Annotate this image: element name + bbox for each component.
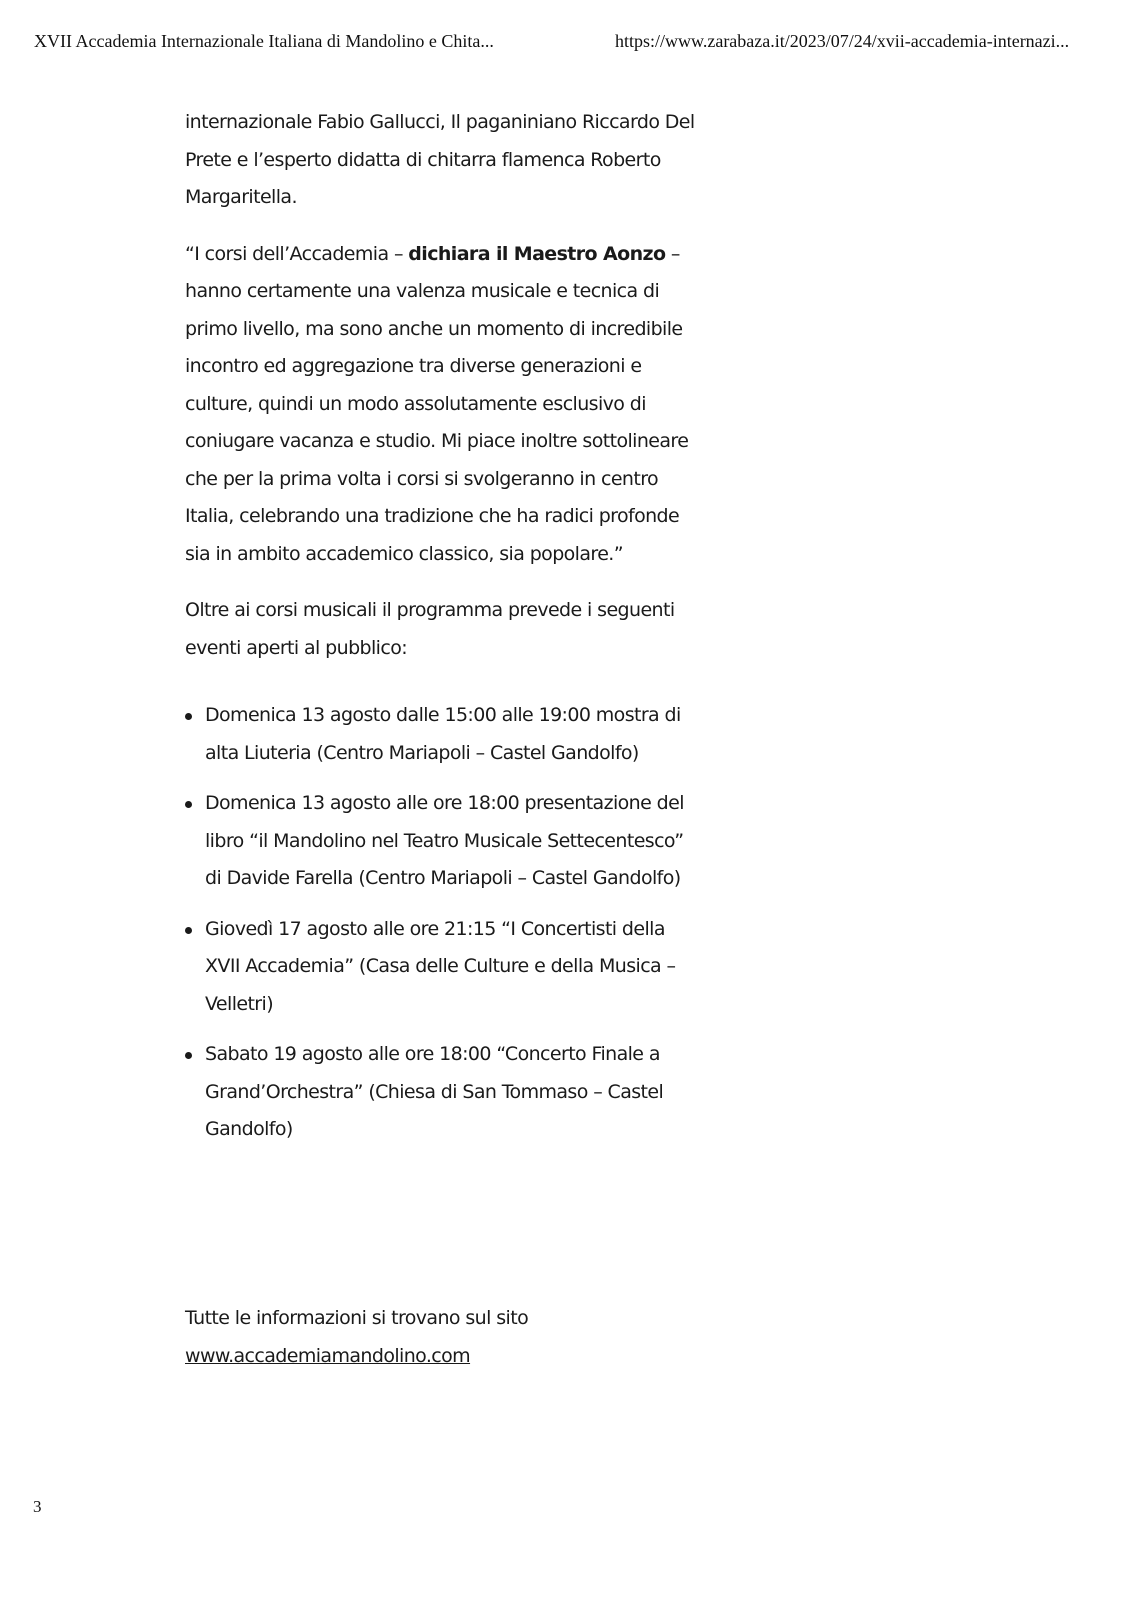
text-line: Italia, celebrando una tradizione che ha radici profonde: [185, 505, 680, 527]
info-paragraph: [185, 1300, 745, 1375]
page-header-title: XVII Accademia Internazionale Italiana di Mandolino e Chita...: [34, 31, 494, 51]
paragraph-teachers: [185, 104, 745, 217]
bullet-icon: [185, 1052, 192, 1059]
bullet-icon: [185, 927, 192, 934]
text-line: internazionale Fabio Gallucci, Il paganiniano Riccardo Del: [185, 111, 695, 133]
event-item: [185, 697, 745, 772]
article-body: [185, 104, 745, 1162]
text-line: Domenica 13 agosto dalle 15:00 alle 19:00 mostra di: [205, 704, 681, 726]
text-line: Domenica 13 agosto alle ore 18:00 presentazione del: [205, 792, 684, 814]
page-header-url: https://www.zarabaza.it/2023/07/24/xvii-accademia-internazi...: [615, 31, 1070, 51]
paragraph-quote: [185, 236, 745, 574]
paragraph-intro: [185, 592, 745, 667]
quote-dash: –: [665, 242, 680, 265]
info-text: Tutte le informazioni si trovano sul sito: [185, 1307, 529, 1329]
page-number: 3: [33, 1497, 42, 1516]
text-line: incontro ed aggregazione tra diverse generazioni e: [185, 355, 642, 377]
event-item: [185, 911, 745, 1024]
text-line: Velletri): [205, 992, 274, 1015]
text-line: XVII Accademia” (Casa delle Culture e della Musica –: [205, 955, 676, 977]
website-link[interactable]: www.accademiamandolino.com: [185, 1344, 471, 1367]
text-line: eventi aperti al pubblico:: [185, 636, 408, 659]
text-line: Oltre ai corsi musicali il programma prevede i seguenti: [185, 599, 675, 621]
text-line: di Davide Farella (Centro Mariapoli – Castel Gandolfo): [205, 867, 681, 889]
event-item: [185, 785, 745, 898]
bullet-icon: [185, 801, 192, 808]
text-line: hanno certamente una valenza musicale e tecnica di: [185, 280, 660, 302]
text-line: Sabato 19 agosto alle ore 18:00 “Concerto Finale a: [205, 1043, 660, 1065]
text-line: libro “il Mandolino nel Teatro Musicale Settecentesco”: [205, 829, 684, 852]
text-line: Margaritella.: [185, 186, 297, 208]
text-line: sia in ambito accademico classico, sia popolare.”: [185, 542, 623, 565]
text-line: coniugare vacanza e studio. Mi piace inoltre sottolineare: [185, 430, 689, 452]
text-line: alta Liuteria (Centro Mariapoli – Castel Gandolfo): [205, 741, 639, 764]
text-line: Prete e l’esperto didatta di chitarra flamenca Roberto: [185, 148, 661, 171]
quote-open: “I corsi dell’Accademia –: [185, 242, 409, 265]
event-item: [185, 1036, 745, 1149]
bullet-icon: [185, 713, 192, 720]
text-line: primo livello, ma sono anche un momento di incredibile: [185, 317, 683, 340]
text-line: culture, quindi un modo assolutamente esclusivo di: [185, 392, 646, 415]
text-line: Giovedì 17 agosto alle ore 21:15 “I Concertisti della: [205, 917, 665, 940]
quote-bold-attribution: dichiara il Maestro Aonzo: [408, 242, 666, 265]
events-list: [185, 697, 745, 1149]
text-line: Gandolfo): [205, 1118, 293, 1140]
text-line: che per la prima volta i corsi si svolgeranno in centro: [185, 467, 659, 490]
text-line: Grand’Orchestra” (Chiesa di San Tommaso – Castel: [205, 1080, 664, 1103]
